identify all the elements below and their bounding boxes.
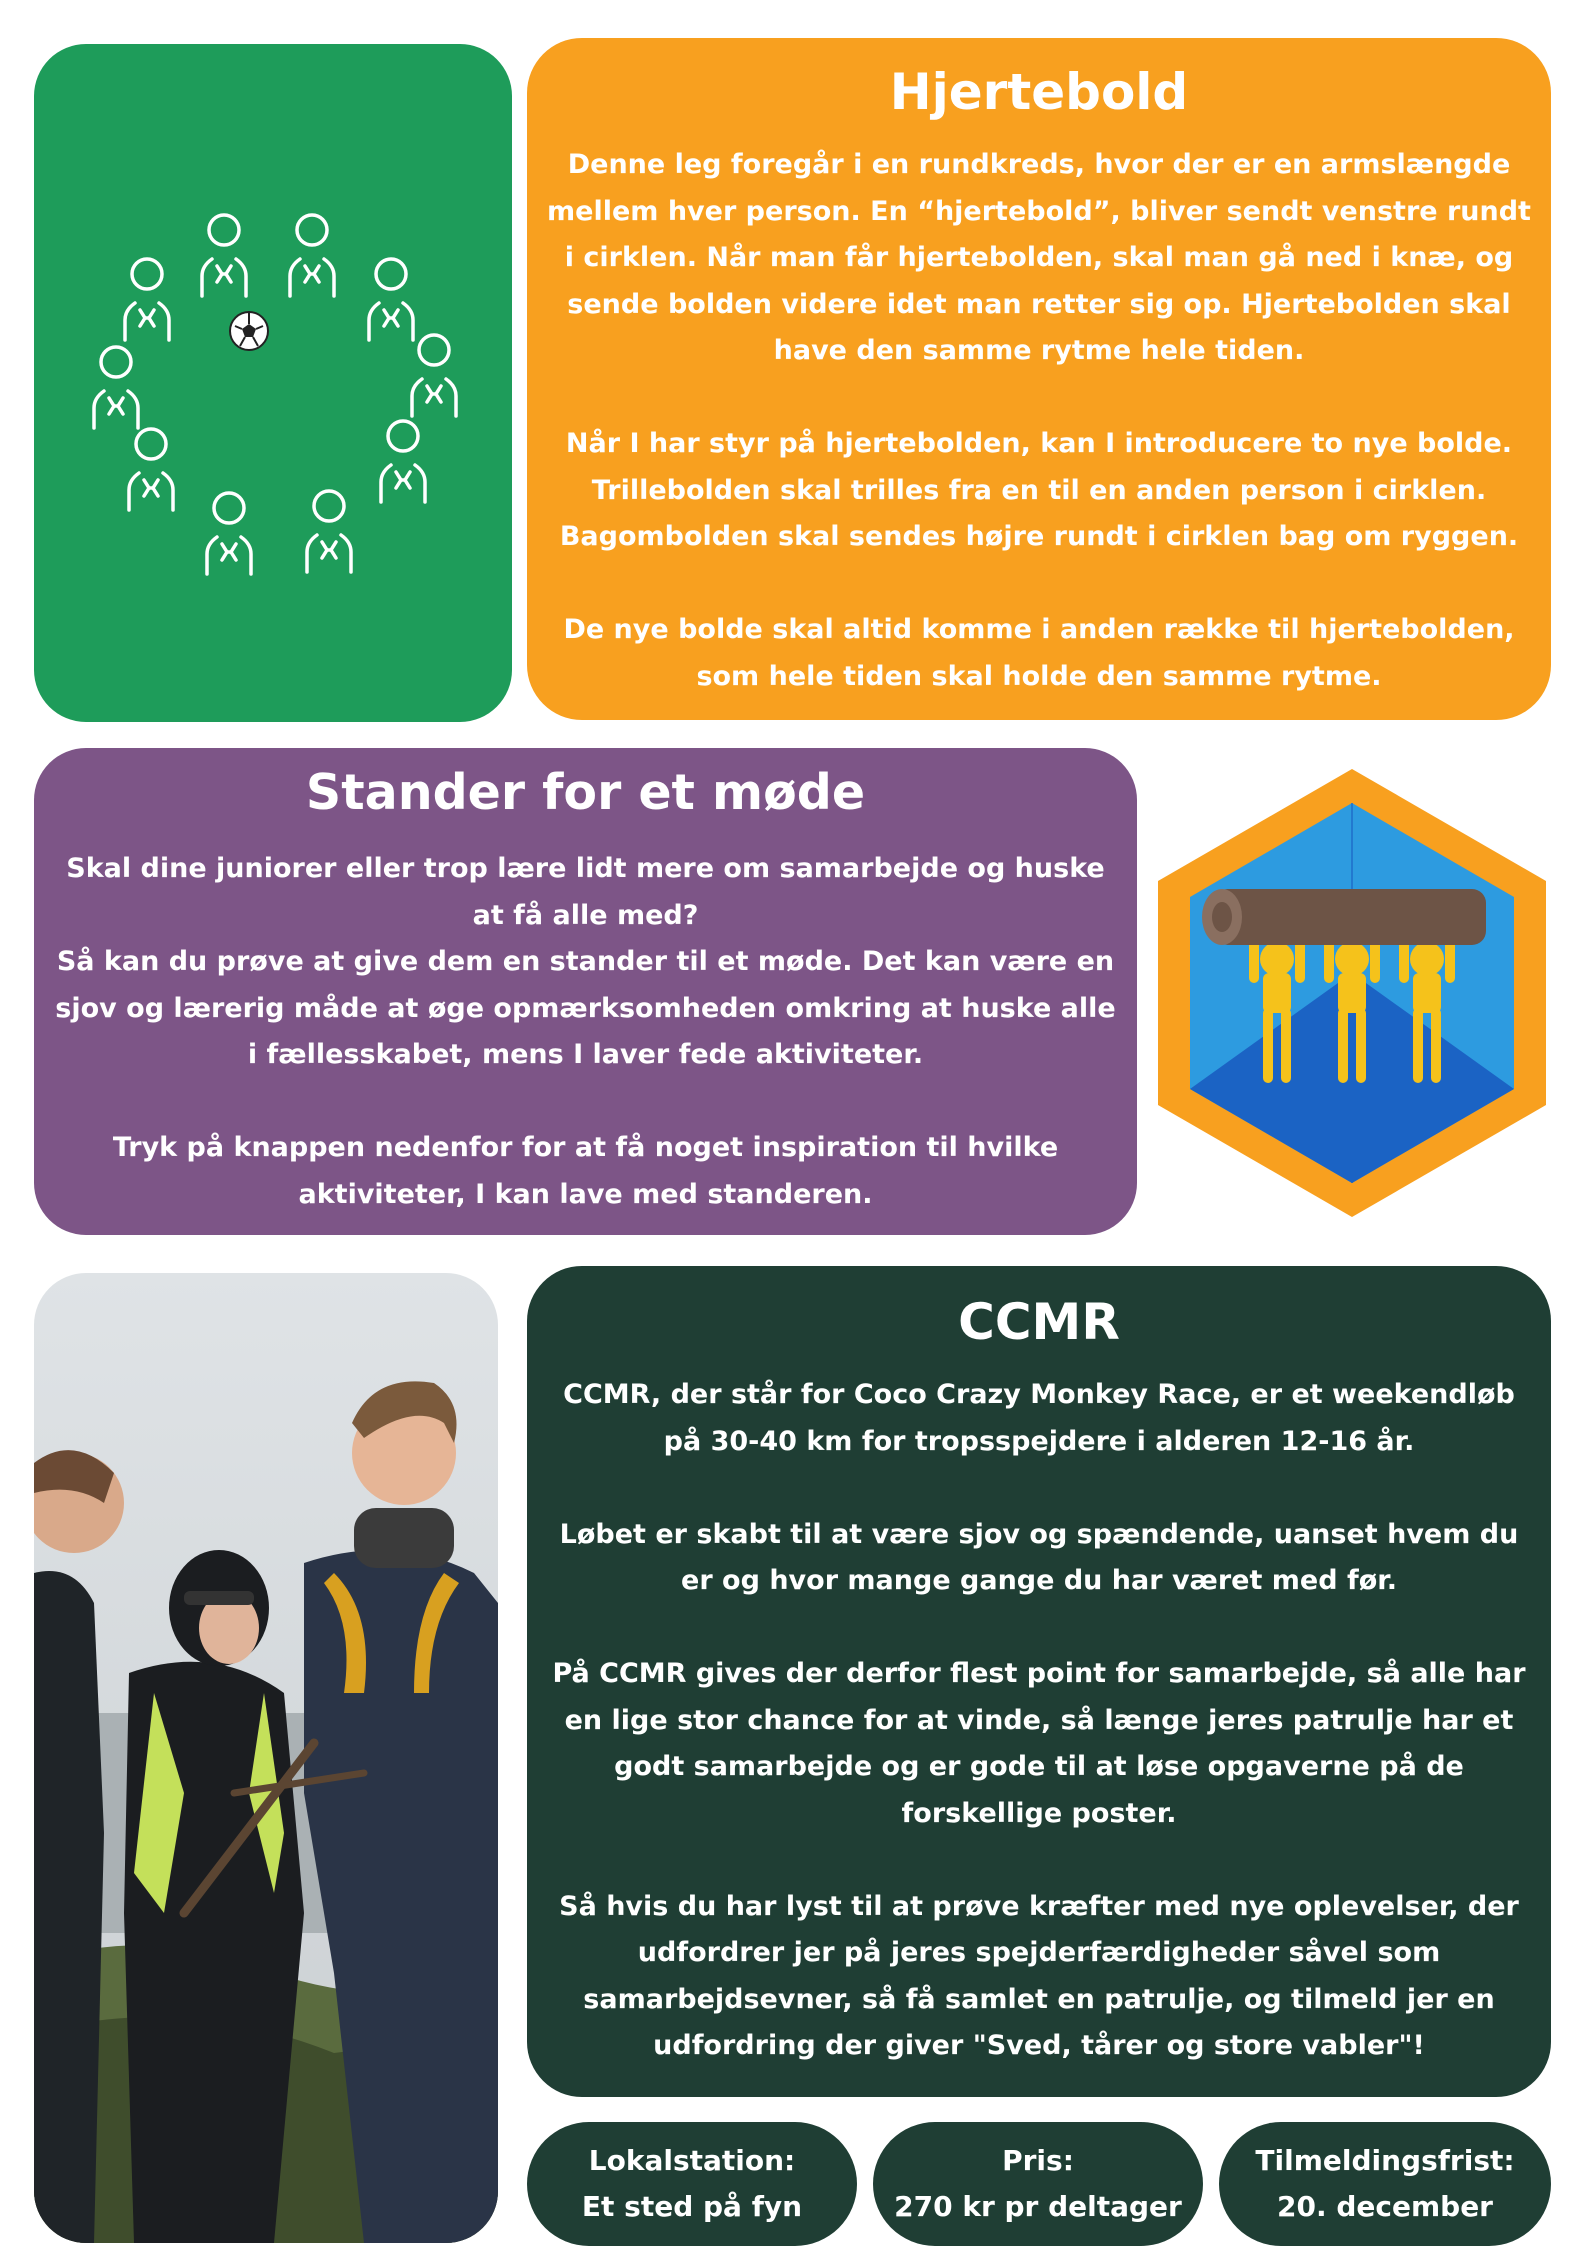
price-pill [873,2122,1203,2246]
ccmr-card [527,1266,1551,2097]
ccmr-paragraph: CCMR, der står for Coco Crazy Monkey Race, er et weekendløb på 30-40 km for tropsspejdere i alderen 12-16 år. [563,1379,1515,1457]
hjertebold-paragraph: De nye bolde skal altid komme i anden række til hjertebolden, som hele tiden skal holde den samme rytme. [563,614,1515,692]
ccmr-paragraph: Løbet er skabt til at være sjov og spændende, uanset hvem du er og hvor mange gange du har været med før. [559,1518,1519,1596]
ccmr-paragraph: Så hvis du har lyst til at prøve kræfter med nye oplevelser, der udfordrer jer på jeres spejderfærdigheder såvel som samarbejdsevner, så få samlet en patrulje, og tilmeld jer en udfordring der giver "Sved, tårer og store vabler"! [559,1890,1519,2061]
ccmr-paragraph: På CCMR gives der derfor flest point for samarbejde, så alle har en lige stor chance for at vinde, så længe jeres patrulje har et godt samarbejde og er gode til at løse opgaverne på de forskellige poster. [552,1658,1526,1829]
stander-paragraph: Skal dine juniorer eller trop lære lidt mere om samarbejde og huske at få alle med? Så kan du prøve at give dem en stander til et møde. Det kan være en sjov og lærerig måde at øge opmærksomheden omkring at huske alle i fællesskabet, mens I laver fede aktiviteter. [55,853,1116,1070]
deadline-label: Tilmeldingsfrist: [1255,2144,1515,2177]
location-label: Lokalstation: [588,2144,796,2177]
circle-of-people-with-ball-icon [34,44,512,722]
stander-paragraph: Tryk på knappen nedenfor for at få noget inspiration til hvilke aktiviteter, I kan lave med standeren. [112,1132,1059,1210]
hjertebold-paragraph: Denne leg foregår i en rundkreds, hvor der er en armslængde mellem hver person. En “hjertebold”, bliver sendt venstre rundt i cirklen. Når man får hjertebolden, skal man gå ned i knæ, og sende bolden videre idet man retter sig op. Hjertebolden skal have den samme rytme hele tiden. [547,149,1531,366]
deadline-pill [1219,2122,1551,2246]
deadline-value: 20. december [1277,2190,1493,2223]
teamwork-badge-icon [1152,763,1552,1223]
hjertebold-title: Hjertebold [889,63,1189,121]
price-value: 270 kr pr deltager [894,2190,1182,2223]
price-label: Pris: [1002,2144,1074,2177]
hjertebold-paragraph: Når I har styr på hjertebolden, kan I introducere to nye bolde. Trillebolden skal trilles fra en til en anden person i cirklen. Bagombolden skal sendes højre rundt i cirklen bag om ryggen. [559,428,1519,552]
stander-title: Stander for et møde [305,764,866,821]
scouts-photo [34,1273,498,2243]
location-value: Et sted på fyn [581,2190,803,2223]
ccmr-title: CCMR [958,1293,1120,1351]
illustration-card [34,44,512,722]
stander-card [34,748,1137,1235]
hjertebold-card [527,38,1551,720]
ball-icon [230,312,268,350]
location-pill [527,2122,857,2246]
